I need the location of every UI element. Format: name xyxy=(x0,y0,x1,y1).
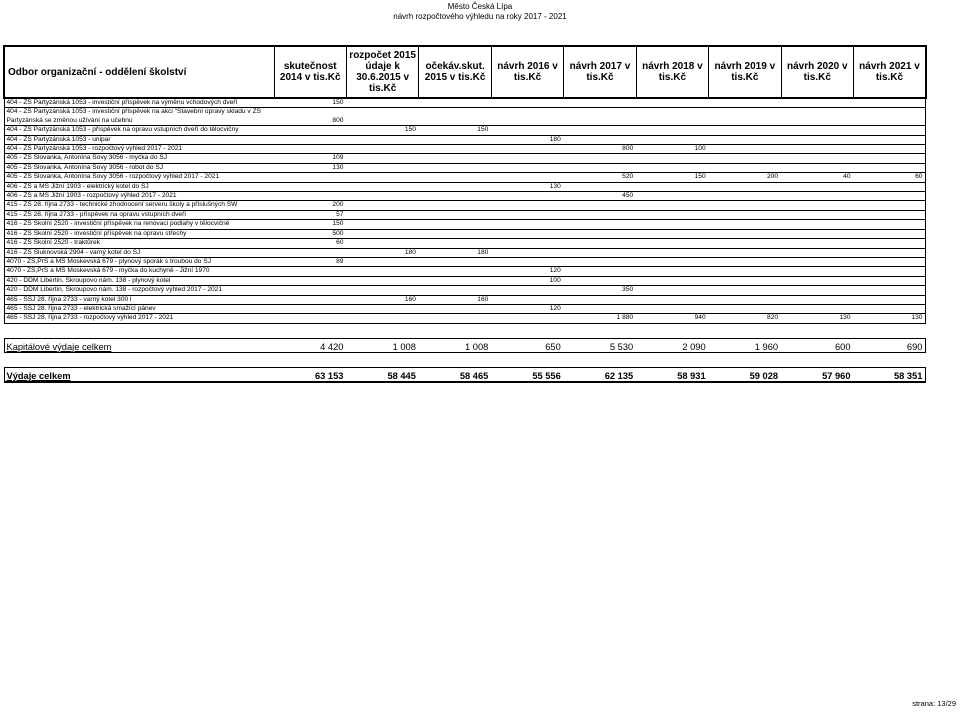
table-row xyxy=(4,314,926,323)
row-value xyxy=(346,286,418,295)
row-value xyxy=(709,295,781,304)
row-value: 150 xyxy=(419,126,491,135)
row-value xyxy=(419,314,491,323)
row-value: 820 xyxy=(709,314,781,323)
row-value xyxy=(636,154,708,163)
row-value xyxy=(709,248,781,257)
row-value xyxy=(781,267,853,276)
row-value: 800 xyxy=(274,108,346,126)
spacer-row xyxy=(4,352,926,367)
row-value: 120 xyxy=(491,267,563,276)
row-value xyxy=(564,257,636,266)
row-value xyxy=(419,201,491,210)
grand-total-row-value: 58 465 xyxy=(419,367,491,382)
row-value xyxy=(709,210,781,219)
row-value xyxy=(709,286,781,295)
table-row xyxy=(4,108,926,126)
row-value xyxy=(564,98,636,108)
row-value: 800 xyxy=(564,145,636,154)
page-number: strana: 13/29 xyxy=(912,699,956,708)
row-value xyxy=(636,304,708,313)
row-value xyxy=(709,192,781,201)
table-row xyxy=(4,135,926,144)
row-label: 404 - ZŠ Partyzánská 1053 - rozpočtový výhled 2017 - 2021 xyxy=(4,145,274,154)
row-value: 40 xyxy=(781,173,853,182)
row-value xyxy=(781,220,853,229)
row-value xyxy=(564,295,636,304)
row-value xyxy=(491,108,563,126)
row-value: 160 xyxy=(346,295,418,304)
row-value xyxy=(419,257,491,266)
row-value xyxy=(781,126,853,135)
row-value xyxy=(709,239,781,248)
row-value xyxy=(709,304,781,313)
row-value xyxy=(636,201,708,210)
row-value: 130 xyxy=(274,163,346,172)
row-value xyxy=(781,192,853,201)
row-value: 150 xyxy=(346,126,418,135)
row-value xyxy=(274,267,346,276)
row-value xyxy=(709,201,781,210)
row-value xyxy=(781,229,853,238)
row-value xyxy=(346,210,418,219)
row-value xyxy=(781,210,853,219)
capital-total-row-value: 5 530 xyxy=(564,338,636,352)
row-value: 500 xyxy=(274,229,346,238)
row-value: 130 xyxy=(854,314,926,323)
row-label: 465 - SŠJ 28. října 2733 - rozpočtový výhled 2017 - 2021 xyxy=(4,314,274,323)
row-value xyxy=(419,163,491,172)
row-label: 404 - ZŠ Partyzánská 1053 - investiční příspěvek na výměnu vchodových dveří xyxy=(4,98,274,108)
row-value: 150 xyxy=(274,98,346,108)
row-value xyxy=(274,295,346,304)
row-value xyxy=(636,163,708,172)
row-value xyxy=(854,154,926,163)
grand-total-row-value: 57 960 xyxy=(781,367,853,382)
grand-total-row-label: Výdaje celkem xyxy=(4,367,274,382)
row-value xyxy=(564,201,636,210)
row-value xyxy=(854,182,926,191)
row-value xyxy=(346,108,418,126)
row-value xyxy=(781,154,853,163)
row-value xyxy=(636,98,708,108)
row-label: 416 - ZŠ Šluknovská 2904 - varný kotel do ŠJ xyxy=(4,248,274,257)
row-value xyxy=(419,286,491,295)
row-value xyxy=(564,220,636,229)
row-value: 180 xyxy=(491,135,563,144)
row-value xyxy=(346,145,418,154)
row-value xyxy=(564,239,636,248)
row-value xyxy=(564,126,636,135)
row-label: 415 - ZŠ 28. října 2733 - příspěvek na opravu vstupních dveří xyxy=(4,210,274,219)
row-value xyxy=(854,145,926,154)
row-value xyxy=(491,98,563,108)
row-value xyxy=(491,257,563,266)
row-value xyxy=(709,145,781,154)
row-value: 520 xyxy=(564,173,636,182)
row-value: 100 xyxy=(636,145,708,154)
row-value xyxy=(854,304,926,313)
row-value xyxy=(854,229,926,238)
row-value: 350 xyxy=(564,286,636,295)
column-header: návrh 2017 v tis.Kč xyxy=(564,46,636,98)
row-value xyxy=(346,135,418,144)
row-value xyxy=(781,286,853,295)
row-value xyxy=(854,295,926,304)
table-row xyxy=(4,98,926,108)
row-value: 130 xyxy=(491,182,563,191)
row-value xyxy=(419,135,491,144)
row-value xyxy=(854,163,926,172)
row-value xyxy=(346,163,418,172)
row-value xyxy=(781,145,853,154)
capital-total-row-value: 690 xyxy=(854,338,926,352)
row-value: 200 xyxy=(709,173,781,182)
row-value xyxy=(564,135,636,144)
capital-total-row-value: 1 008 xyxy=(346,338,418,352)
row-value xyxy=(709,276,781,285)
row-value xyxy=(419,173,491,182)
row-value xyxy=(274,135,346,144)
row-value xyxy=(854,286,926,295)
capital-total-row-label: Kapitálové výdaje celkem xyxy=(4,338,274,352)
capital-total-row-value: 650 xyxy=(491,338,563,352)
table-row xyxy=(4,210,926,219)
row-value: 1 880 xyxy=(564,314,636,323)
row-value xyxy=(419,154,491,163)
row-value: 200 xyxy=(274,201,346,210)
row-value xyxy=(781,257,853,266)
row-value xyxy=(419,182,491,191)
row-value: 180 xyxy=(419,248,491,257)
row-value xyxy=(636,239,708,248)
row-value xyxy=(854,248,926,257)
row-value xyxy=(274,286,346,295)
column-header: skutečnost 2014 v tis.Kč xyxy=(274,46,346,98)
row-value xyxy=(419,210,491,219)
table-row xyxy=(4,229,926,238)
table-row xyxy=(4,304,926,313)
row-value xyxy=(564,229,636,238)
row-value xyxy=(709,267,781,276)
row-value xyxy=(274,192,346,201)
row-value xyxy=(419,108,491,126)
table-row xyxy=(4,257,926,266)
row-value xyxy=(709,182,781,191)
row-label: 416 - ZŠ Školní 2520 - investiční příspěvek na renovaci podlahy v tělocvičně xyxy=(4,220,274,229)
row-value xyxy=(564,304,636,313)
row-value xyxy=(636,267,708,276)
row-label: 406 - ZŠ a MŠ Jižní 1903 - elektrický kotel do ŠJ xyxy=(4,182,274,191)
row-value xyxy=(419,220,491,229)
row-value xyxy=(854,210,926,219)
grand-total-row-value: 59 028 xyxy=(709,367,781,382)
capital-total-row-value: 2 090 xyxy=(636,338,708,352)
row-value xyxy=(709,135,781,144)
row-value xyxy=(274,182,346,191)
row-value xyxy=(346,257,418,266)
row-value xyxy=(346,98,418,108)
capital-total-row-value: 1 008 xyxy=(419,338,491,352)
column-header: očekáv.skut. 2015 v tis.Kč xyxy=(419,46,491,98)
row-value xyxy=(709,163,781,172)
row-value xyxy=(781,304,853,313)
table-row xyxy=(4,267,926,276)
row-value xyxy=(491,201,563,210)
grand-total-row-value: 62 135 xyxy=(564,367,636,382)
capital-total-row-value: 1 960 xyxy=(709,338,781,352)
row-label: 416 - ZŠ Školní 2520 - traktůrek xyxy=(4,239,274,248)
grand-total-row-value: 58 445 xyxy=(346,367,418,382)
table-row xyxy=(4,163,926,172)
row-value xyxy=(491,239,563,248)
row-value xyxy=(781,98,853,108)
row-value xyxy=(564,154,636,163)
row-value xyxy=(854,126,926,135)
row-value xyxy=(274,173,346,182)
row-label: 465 - SŠJ 28. října 2733 - varný kotel 300 l xyxy=(4,295,274,304)
row-value xyxy=(564,276,636,285)
row-value xyxy=(636,108,708,126)
row-value: 160 xyxy=(419,295,491,304)
row-value xyxy=(781,248,853,257)
row-value: 150 xyxy=(274,220,346,229)
row-value xyxy=(274,304,346,313)
grand-total-row-value: 63 153 xyxy=(274,367,346,382)
header-row xyxy=(4,46,926,98)
row-value xyxy=(346,154,418,163)
row-value xyxy=(636,182,708,191)
row-value xyxy=(709,154,781,163)
row-label: 415 - ZŠ 28. října 2733 - technické zhodnocení serveru školy a příslušných SW xyxy=(4,201,274,210)
row-value xyxy=(491,173,563,182)
table-row xyxy=(4,192,926,201)
spacer-row xyxy=(4,323,926,338)
row-value xyxy=(419,192,491,201)
row-value xyxy=(491,163,563,172)
row-value xyxy=(854,135,926,144)
row-value xyxy=(636,286,708,295)
row-value xyxy=(781,276,853,285)
table-row xyxy=(4,239,926,248)
row-value xyxy=(346,192,418,201)
row-value: 120 xyxy=(491,304,563,313)
items-body xyxy=(4,98,926,323)
row-value xyxy=(854,267,926,276)
row-value: 89 xyxy=(274,257,346,266)
row-value xyxy=(491,126,563,135)
row-label: 4070 - ZŠ,PrŠ a MŠ Moskevská 679 - plynový sporák s troubou do ŠJ xyxy=(4,257,274,266)
row-label: 406 - ZŠ a MŠ Jižní 1903 - rozpočtový výhled 2017 - 2021 xyxy=(4,192,274,201)
row-label: 404 - ZŠ Partyzánská 1053 - unipar xyxy=(4,135,274,144)
row-value: 57 xyxy=(274,210,346,219)
row-value xyxy=(346,220,418,229)
row-value xyxy=(636,248,708,257)
row-value xyxy=(781,295,853,304)
grand-total-row-value: 58 351 xyxy=(854,367,926,382)
row-value xyxy=(346,239,418,248)
row-label: 420 - DDM Libertin, Škroupovo nám. 138 - rozpočtový výhled 2017 - 2021 xyxy=(4,286,274,295)
totals-body xyxy=(4,323,926,382)
column-header: návrh 2021 v tis.Kč xyxy=(854,46,926,98)
capital-total-row xyxy=(4,338,926,352)
row-value: 60 xyxy=(274,239,346,248)
row-value xyxy=(419,229,491,238)
budget-table xyxy=(3,45,927,383)
row-value xyxy=(636,295,708,304)
row-value xyxy=(854,239,926,248)
row-value xyxy=(854,276,926,285)
row-value xyxy=(854,257,926,266)
row-value: 150 xyxy=(636,173,708,182)
table-row xyxy=(4,145,926,154)
row-value xyxy=(709,257,781,266)
row-value xyxy=(491,295,563,304)
row-value xyxy=(346,173,418,182)
row-value xyxy=(854,108,926,126)
row-value xyxy=(709,108,781,126)
row-value xyxy=(564,210,636,219)
table-row xyxy=(4,173,926,182)
row-value xyxy=(781,201,853,210)
row-value: 940 xyxy=(636,314,708,323)
row-value xyxy=(419,145,491,154)
table-row xyxy=(4,182,926,191)
document-title: Město Česká Lípa xyxy=(447,2,513,11)
row-label: 405 - ZŠ Slovanka, Antonína Sovy 3056 - myčka do ŠJ xyxy=(4,154,274,163)
row-value xyxy=(709,229,781,238)
column-header: návrh 2016 v tis.Kč xyxy=(491,46,563,98)
row-value xyxy=(709,126,781,135)
row-value: 450 xyxy=(564,192,636,201)
row-value xyxy=(564,248,636,257)
row-value xyxy=(781,182,853,191)
row-value xyxy=(709,98,781,108)
column-header: rozpočet 2015 údaje k 30.6.2015 v tis.Kč xyxy=(346,46,418,98)
grand-total-row xyxy=(4,367,926,382)
row-value: 130 xyxy=(781,314,853,323)
row-value xyxy=(564,163,636,172)
row-value xyxy=(491,154,563,163)
row-value xyxy=(854,201,926,210)
row-value xyxy=(346,267,418,276)
row-value xyxy=(346,201,418,210)
row-value xyxy=(564,182,636,191)
row-value xyxy=(636,126,708,135)
column-header: návrh 2020 v tis.Kč xyxy=(781,46,853,98)
row-value xyxy=(564,267,636,276)
row-label: 404 - ZŠ Partyzánská 1053 - příspěvek na opravu vstupních dveří do tělocvičny xyxy=(4,126,274,135)
grand-total-row-value: 58 931 xyxy=(636,367,708,382)
row-value xyxy=(346,304,418,313)
row-value xyxy=(636,135,708,144)
row-value xyxy=(419,267,491,276)
row-value: 109 xyxy=(274,154,346,163)
row-value xyxy=(709,220,781,229)
table-row xyxy=(4,201,926,210)
row-value xyxy=(636,229,708,238)
column-header: návrh 2018 v tis.Kč xyxy=(636,46,708,98)
row-value xyxy=(636,210,708,219)
table-row xyxy=(4,286,926,295)
row-label: 420 - DDM Libertin, Škroupovo nám. 138 - plynový kotel xyxy=(4,276,274,285)
row-value xyxy=(346,276,418,285)
table-row xyxy=(4,154,926,163)
row-value xyxy=(491,314,563,323)
row-value xyxy=(854,192,926,201)
row-value xyxy=(491,248,563,257)
row-value xyxy=(346,314,418,323)
row-label: 4070 - ZŠ,PrŠ a MŠ Moskevská 679 - myčka do kuchyně - Jižní 1970 xyxy=(4,267,274,276)
row-value xyxy=(274,145,346,154)
row-value xyxy=(781,135,853,144)
column-header-section: Odbor organizační - oddělení školství xyxy=(4,46,274,98)
row-label: 416 - ZŠ Školní 2520 - investiční příspěvek na opravu střechy xyxy=(4,229,274,238)
row-value xyxy=(491,220,563,229)
capital-total-row-value: 4 420 xyxy=(274,338,346,352)
capital-total-row-value: 600 xyxy=(781,338,853,352)
table-row xyxy=(4,248,926,257)
row-value xyxy=(346,229,418,238)
row-value xyxy=(419,304,491,313)
row-value xyxy=(564,108,636,126)
table-row xyxy=(4,276,926,285)
row-label: 405 - ZŠ Slovanka, Antonína Sovy 3056 - rozpočtový výhled 2017 - 2021 xyxy=(4,173,274,182)
row-value xyxy=(854,98,926,108)
row-value xyxy=(274,276,346,285)
row-label: 404 - ZŠ Partyzánská 1053 - investiční příspěvek na akci "Stavební úpravy skladu v ZŠ Partyzánská se změnou užívání na učebnu xyxy=(4,108,274,126)
row-value xyxy=(274,126,346,135)
table-row xyxy=(4,126,926,135)
row-value xyxy=(636,220,708,229)
row-value xyxy=(274,248,346,257)
row-label: 465 - SŠJ 28. října 2733 - elektrická smažící pánev xyxy=(4,304,274,313)
row-value xyxy=(781,163,853,172)
row-value xyxy=(636,192,708,201)
row-value xyxy=(491,145,563,154)
row-value xyxy=(419,98,491,108)
row-value: 100 xyxy=(491,276,563,285)
row-value xyxy=(491,229,563,238)
row-label: 405 - ZŠ Slovanka, Antonína Sovy 3056 - robot do ŠJ xyxy=(4,163,274,172)
row-value xyxy=(274,314,346,323)
column-header: návrh 2019 v tis.Kč xyxy=(709,46,781,98)
row-value xyxy=(419,239,491,248)
row-value xyxy=(491,286,563,295)
row-value xyxy=(419,276,491,285)
row-value xyxy=(781,108,853,126)
row-value xyxy=(491,192,563,201)
row-value xyxy=(346,182,418,191)
document-subtitle: návrh rozpočtového výhledu na roky 2017 - 2021 xyxy=(393,12,567,21)
table-row xyxy=(4,220,926,229)
row-value: 60 xyxy=(854,173,926,182)
row-value xyxy=(636,257,708,266)
grand-total-row-value: 55 556 xyxy=(491,367,563,382)
row-value xyxy=(636,276,708,285)
row-value xyxy=(491,210,563,219)
table-row xyxy=(4,295,926,304)
row-value xyxy=(854,220,926,229)
row-value: 180 xyxy=(346,248,418,257)
row-value xyxy=(781,239,853,248)
